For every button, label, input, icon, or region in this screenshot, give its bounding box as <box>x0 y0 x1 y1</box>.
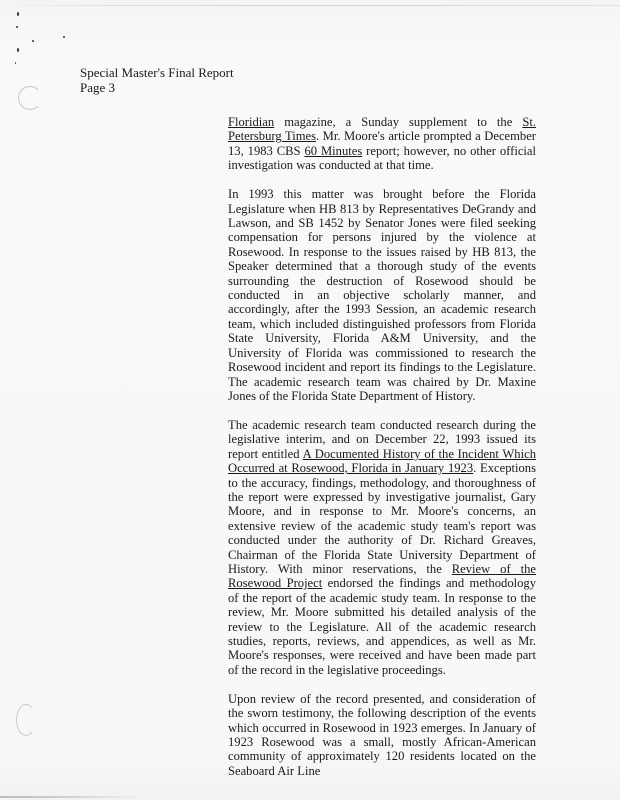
scan-speck <box>17 48 19 52</box>
scan-bottom-edge <box>0 796 140 798</box>
text-run: endorsed the findings and methodology of the report of the academic study team. In response to the review, Mr. Moore submitted his detailed analysis of the review to the Legislature. All of the academic research studies, reports, reviews, and appendices, as well as Mr. Moore's responses, were received and have been made part of the record in the legislative proceedings. <box>228 576 537 677</box>
text-run: The academic research team conducted research during the legislative interim, and on December 22, 1993 issued its report entitled <box>228 417 536 461</box>
text-run: magazine, a Sunday supplement to the <box>274 115 523 129</box>
scan-speck <box>32 40 34 42</box>
scan-top-edge <box>0 5 620 6</box>
scan-speck <box>15 62 16 64</box>
underlined-title: A Documented History of the Incident Which Occurred at Rosewood, Florida in January 1923 <box>228 446 536 476</box>
scan-speck <box>17 12 19 16</box>
scan-speck <box>63 36 65 38</box>
text-run: . Mr. Moore's article prompted a December 13, 1983 CBS <box>228 129 536 158</box>
underlined-title: Floridian <box>228 115 275 129</box>
text-run: Upon review of the record presented, and consideration of the sworn testimony, the following description of the events which occurred in Rosewood in 1923 emerges. In January of 1923 Rosewood was a small, mostly African-American community of approximately 120 residents located on the Seaboard Air Line <box>228 691 536 778</box>
text-run: report; however, no other official investigation was conducted at that time. <box>228 143 536 173</box>
paragraph-3 <box>228 418 536 677</box>
text-run: In 1993 this matter was brought before the Florida Legislature when HB 813 by Representatives DeGrandy and Lawson, and SB 1452 by Senator Jones were filed seeking compensation for persons injured by the violence at Rosewood. In response to the issues raised by HB 813, the Speaker determined that a thorough study of the events surrounding the destruction of Rosewood should be conducted in an objective scholarly manner, and accordingly, after the 1993 Session, an academic research team, which included distinguished professors from Florida State University, Florida A&M University, and the University of Florida was commissioned to research the Rosewood incident and report its findings to the Legislature. The academic research team was chaired by Dr. Maxine Jones of the Florida State Department of History. <box>228 187 536 403</box>
paragraph-4 <box>228 692 536 778</box>
report-body <box>228 115 536 793</box>
page-number: Page 3 <box>80 80 116 95</box>
underlined-title: Review of the Rosewood Project <box>228 561 536 591</box>
report-header <box>80 65 234 95</box>
punch-hole-mark <box>16 704 36 736</box>
report-title: Special Master's Final Report <box>80 65 234 80</box>
punch-hole-mark <box>18 86 42 110</box>
paragraph-1 <box>228 115 536 173</box>
scan-speck <box>16 26 18 28</box>
underlined-title: 60 Minutes <box>304 143 363 158</box>
text-run: . Exceptions to the accuracy, findings, methodology, and thoroughness of the report were expressed by investigative journalist, Gary Moore, and in response to Mr. Moore's concerns, an extensive review of the academic study team's report was conducted under the authority of Dr. Richard Greaves, Chairman of the Florida State University Department of History. With minor reservations, the <box>228 461 536 576</box>
underlined-title: St. Petersburg Times <box>228 115 536 144</box>
paragraph-2 <box>228 187 536 403</box>
